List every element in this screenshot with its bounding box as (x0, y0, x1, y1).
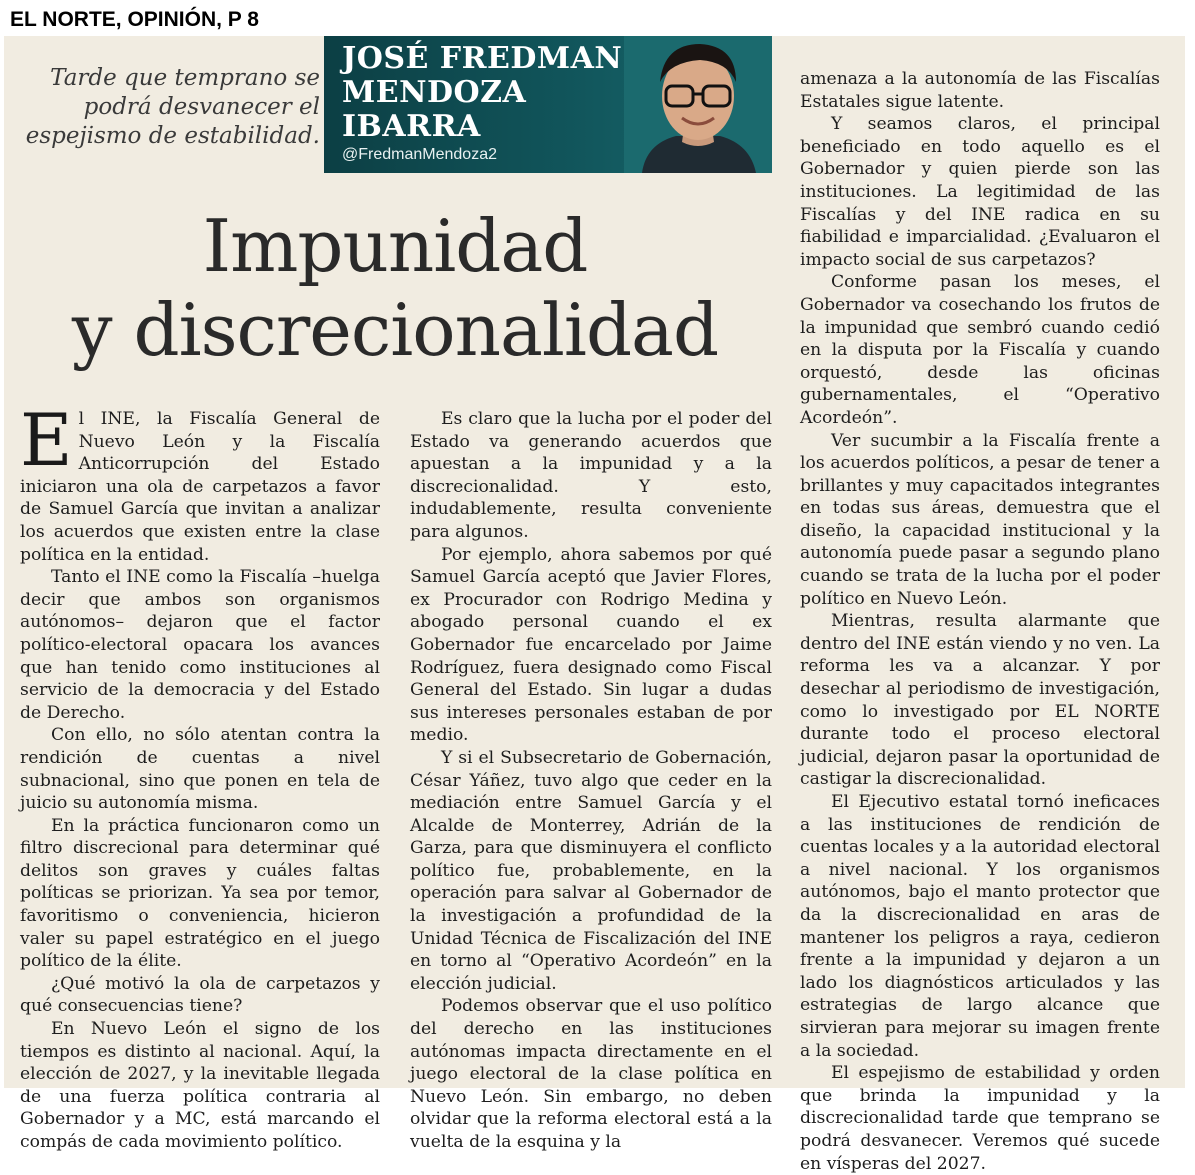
paragraph: ¿Qué motivó la ola de carpetazos y qué consecuencias tiene? (20, 973, 380, 1017)
paragraph: Por ejemplo, ahora sabemos por qué Samuel García aceptó que Javier Flores, ex Procurador con Rodrigo Medina y abogado personal cuando el ex Gobernador fue encarcelado por Jaime Rodríguez, fuera designado como Fiscal General del Estado. Sin lugar a dudas sus intereses personales estaban de por medio. (410, 544, 772, 746)
author-photo (624, 36, 772, 173)
paragraph: Y seamos claros, el principal beneficiado en todo aquello es el Gobernador y quien pierde son las instituciones. La legitimidad de las Fiscalías y del INE radica en su fiabilidad e imparcialidad. ¿Evaluaron el impacto social de sus carpetazos? (800, 114, 1160, 270)
paragraph: El Ejecutivo estatal tornó ineficaces a las instituciones de rendición de cuentas locales y a la autoridad electoral a nivel nacional. Y los organismos autónomos, bajo el manto protector que da la discrecionalidad en aras de mantener los peligros a raya, cedieron frente a la impunidad y dejaron a un lado los diagnósticos articulados y las estrategias de largo alcance que sirvieran para mejorar su imagen frente a la sociedad. (800, 792, 1160, 1061)
paragraph: Tanto el INE como la Fiscalía –huelga decir que ambos son organismos autónomos– dejaron que el factor político-electoral opacara los avances que han tenido como instituciones al servicio de la democracia y del Estado de Derecho. (20, 567, 380, 723)
article-column-3 (800, 68, 1160, 1175)
pull-quote: Tarde que temprano se podrá desvanecer el espejismo de estabilidad. (25, 65, 320, 149)
headline (4, 204, 786, 372)
paragraph: Conforme pasan los meses, el Gobernador va cosechando los frutos de la impunidad que sembró cuando cedió en la disputa por la Fiscalía y cuando orquestó, desde las oficinas gubernamentales, el “Operativo Acordeón”. (800, 272, 1160, 428)
paragraph: Ver sucumbir a la Fiscalía frente a los acuerdos políticos, a pesar de tener a brillantes y muy capacitados integrantes en todas sus áreas, demuestra que el diseño, la capacidad institucional y la autonomía puede pasar a segundo plano cuando se trata de la lucha por el poder político en Nuevo León. (800, 430, 1160, 609)
drop-cap: E (20, 398, 73, 482)
author-name (342, 42, 627, 144)
paragraph: Y si el Subsecretario de Gobernación, César Yáñez, tuvo algo que ceder en la mediación entre Samuel García y el Alcalde de Monterrey, Adrián de la Garza, para que disminuyera el conflicto político fue, probablemente, en la operación para salvar al Gobernador de la investigación a profundidad de la Unidad Técnica de Fiscalización del INE en torno al “Operativo Acordeón” en la elección judicial. (410, 747, 772, 994)
paragraph-text: l INE, la Fiscalía General de Nuevo León y la Fiscalía Anticorrupción del Estado iniciaron una ola de carpetazos a favor de Samuel García que invitan a analizar los acuerdos que existen entre la clase política en la entidad. (20, 409, 380, 565)
paragraph (20, 398, 380, 566)
article-column-2 (410, 408, 772, 1154)
headline-line1: Impunidad (202, 204, 588, 288)
paragraph: Con ello, no sólo atentan contra la rendición de cuentas a nivel subnacional, sino que ponen en tela de juicio su autonomía misma. (20, 725, 380, 814)
paragraph: Podemos observar que el uso político del derecho en las instituciones autónomas impacta directamente en el juego electoral de la clase política en Nuevo León. Sin embargo, no deben olvidar que la reforma electoral está a la vuelta de la esquina y la (410, 996, 772, 1152)
author-name-line2: MENDOZA (342, 75, 527, 110)
newspaper-clipping (4, 36, 1185, 1174)
source-label: EL NORTE, OPINIÓN, P 8 (10, 8, 259, 31)
author-name-line3: IBARRA (342, 109, 481, 144)
paragraph-continued: amenaza a la autonomía de las Fiscalías Estatales sigue latente. (800, 69, 1160, 112)
author-handle: @FredmanMendoza2 (342, 146, 497, 163)
paragraph: Es claro que la lucha por el poder del Estado va generando acuerdos que apuestan a la impunidad y a la discrecionalidad. Y esto, indudablemente, resulta conveniente para algunos. (410, 409, 772, 542)
paragraph: El espejismo de estabilidad y orden que brinda la impunidad y la discrecionalidad tarde que temprano se podrá desvanecer. Veremos qué sucede en vísperas del 2027. (800, 1063, 1160, 1174)
article-column-1 (20, 398, 380, 1154)
author-name-line1: JOSÉ FREDMAN (342, 41, 623, 76)
paragraph: En la práctica funcionaron como un filtro discrecional para determinar qué delitos son graves y cuáles faltas políticas se priorizan. Ya sea por temor, favoritismo o conveniencia, hicieron valer su papel estratégico en el juego político de la élite. (20, 815, 380, 972)
paragraph: En Nuevo León el signo de los tiempos es distinto al nacional. Aquí, la elección de 2027, y la inevitable llegada de una fuerza política contraria al Gobernador y a MC, está marcando el compás de cada movimiento político. (20, 1019, 380, 1152)
headline-line2: y discrecionalidad (71, 288, 719, 372)
paragraph: Mientras, resulta alarmante que dentro del INE están viendo y no ven. La reforma les va a alcanzar. Y por desechar al periodismo de investigación, como lo investigado por EL NORTE durante todo el proceso electoral judicial, dejaron pasar la oportunidad de castigar la discrecionalidad. (800, 611, 1160, 790)
author-banner (324, 36, 772, 173)
